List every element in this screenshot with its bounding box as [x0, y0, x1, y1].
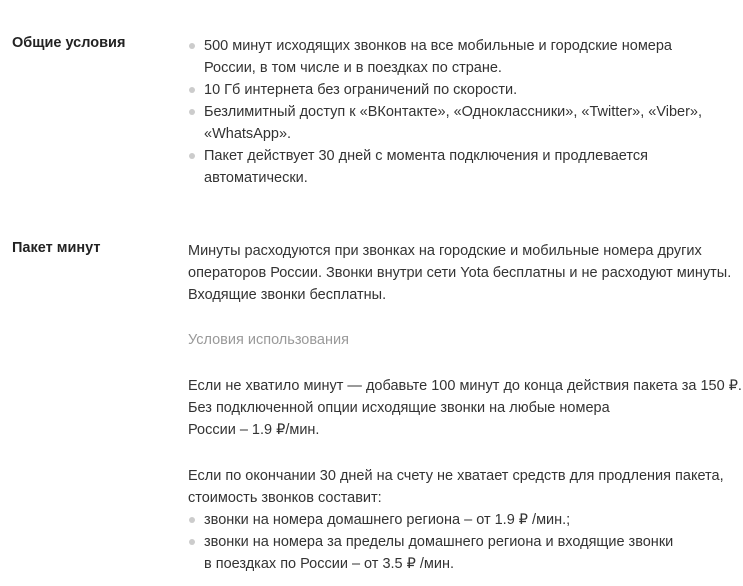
general-conditions-list — [188, 35, 738, 189]
list-item — [188, 35, 738, 79]
minutes-intro — [188, 240, 738, 306]
usage-conditions-link[interactable]: Условия использования — [188, 332, 349, 348]
list-item — [188, 145, 738, 189]
list-item — [188, 101, 738, 145]
list-item — [188, 531, 738, 575]
list-item-text: 500 минут исходящих звонков на все мобильные и городские номера — [204, 38, 672, 54]
list-item-text: звонки на номера домашнего региона – от 1.9 ₽ /мин.; — [204, 512, 571, 528]
usage-conditions-wrap — [188, 329, 738, 351]
renewal-paragraph — [188, 465, 738, 575]
list-item-text: Пакет действует 30 дней с момента подключения и продлевается — [204, 148, 648, 164]
bullet-icon — [189, 43, 195, 49]
list-item-text: «WhatsApp». — [204, 126, 292, 142]
paragraph-line: стоимость звонков составит: — [188, 490, 382, 506]
extra-minutes-paragraph — [188, 375, 742, 441]
list-item-text: Безлимитный доступ к «ВКонтакте», «Одноклассники», «Twitter», «Viber», — [204, 104, 703, 120]
list-item-text: автоматически. — [204, 170, 308, 186]
list-item-text: России, в том числе и в поездках по стране. — [204, 60, 502, 76]
bullet-icon — [189, 87, 195, 93]
section-title-general: Общие условия — [12, 35, 126, 51]
bullet-icon — [189, 153, 195, 159]
list-item — [188, 79, 738, 101]
paragraph-line: Минуты расходуются при звонках на городские и мобильные номера других — [188, 243, 702, 259]
bullet-icon — [189, 109, 195, 115]
paragraph-line: России – 1.9 ₽/мин. — [188, 422, 320, 438]
paragraph-line: Без подключенной опции исходящие звонки на любые номера — [188, 400, 610, 416]
paragraph-line: операторов России. Звонки внутри сети Yota бесплатны и не расходуют минуты. — [188, 265, 732, 281]
paragraph-line: Если по окончании 30 дней на счету не хватает средств для продления пакета, — [188, 468, 724, 484]
list-item-text: звонки на номера за пределы домашнего региона и входящие звонки — [204, 534, 674, 550]
bullet-icon — [189, 539, 195, 545]
section-title-minutes: Пакет минут — [12, 240, 101, 256]
paragraph-line: Если не хватило минут — добавьте 100 минут до конца действия пакета за 150 ₽. — [188, 378, 742, 394]
list-item-text: 10 Гб интернета без ограничений по скорости. — [204, 82, 518, 98]
paragraph-line: Входящие звонки бесплатны. — [188, 287, 387, 303]
list-item — [188, 509, 738, 531]
list-item-text: в поездках по России – от 3.5 ₽ /мин. — [204, 556, 455, 572]
bullet-icon — [189, 517, 195, 523]
